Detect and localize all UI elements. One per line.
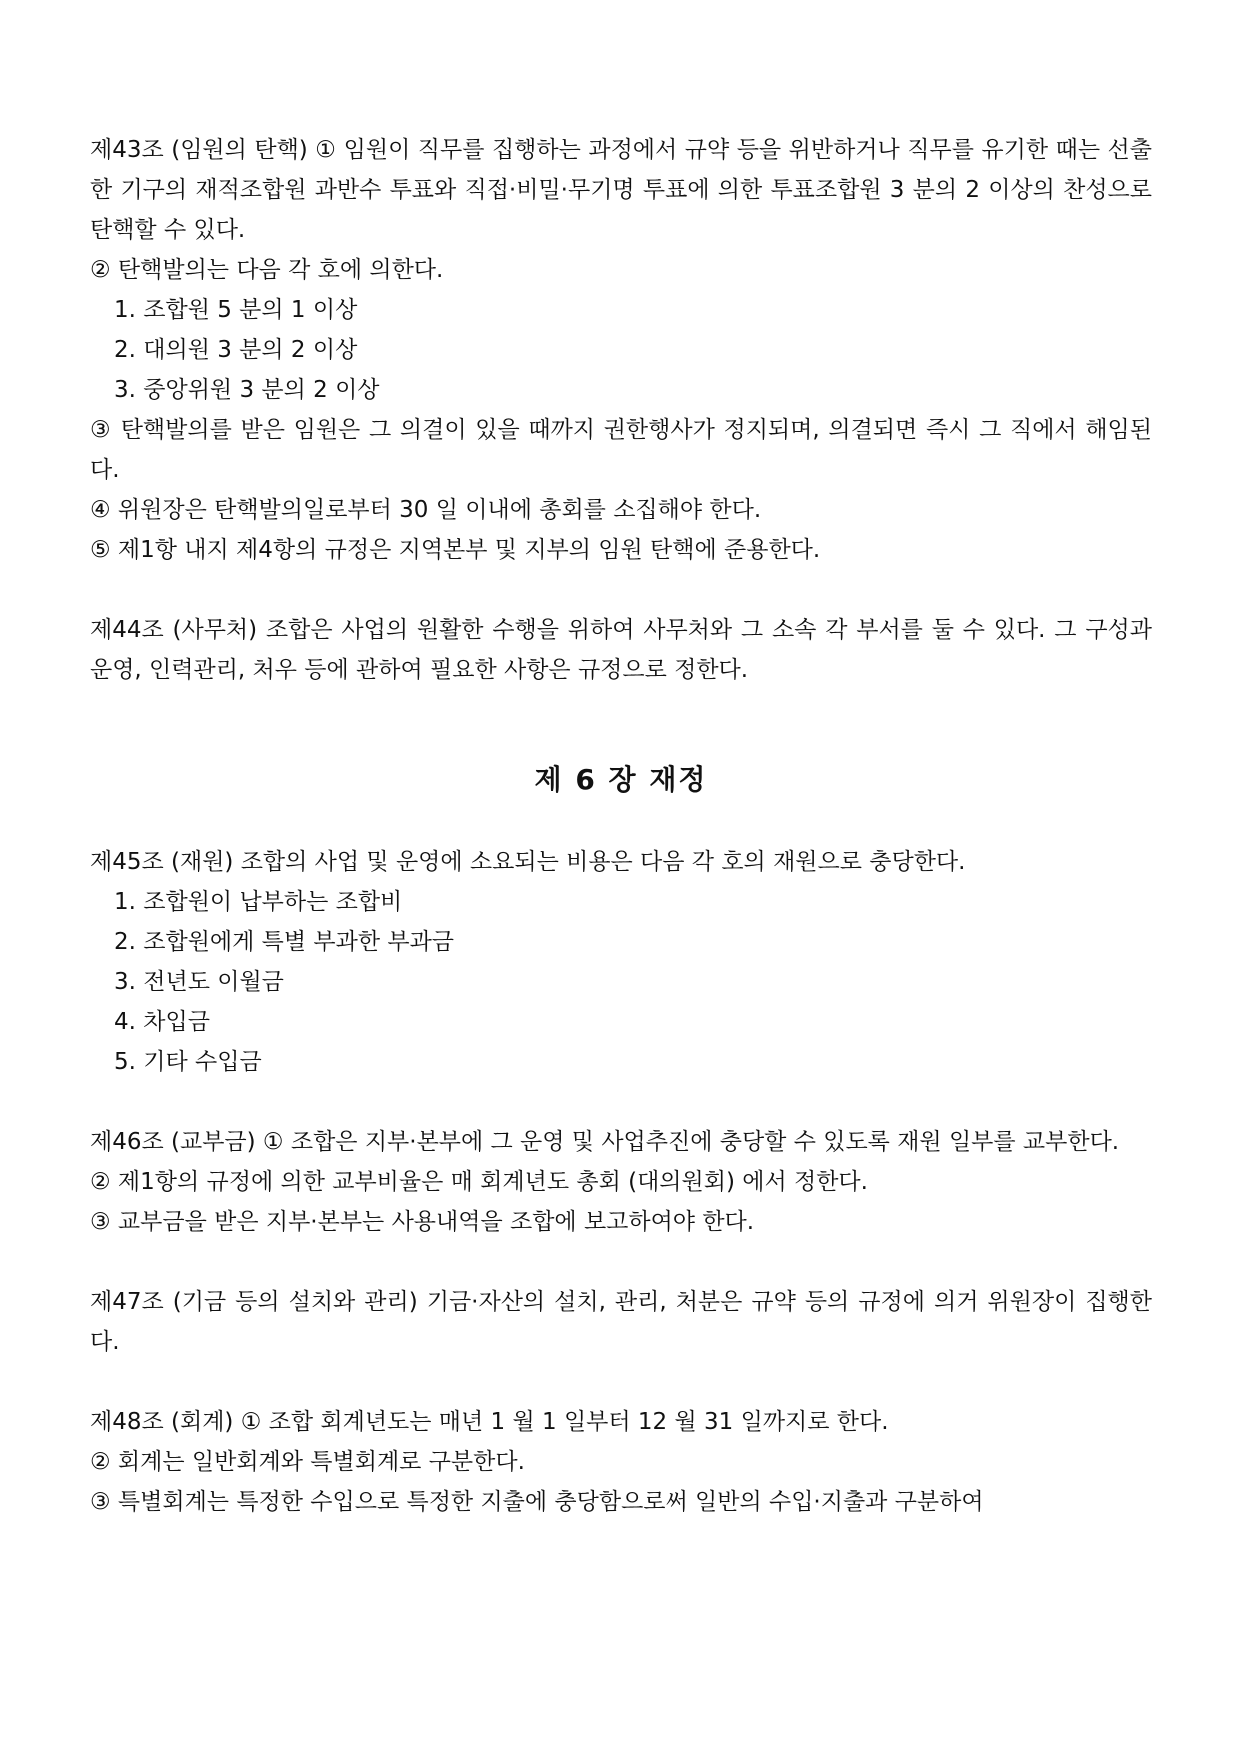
article-43-clause-4: ④ 위원장은 탄핵발의일로부터 30 일 이내에 총회를 소집해야 한다. bbox=[90, 497, 762, 523]
paragraph-gap bbox=[90, 1362, 1152, 1402]
article-44-text: 제44조 (사무처) 조합은 사업의 원활한 수행을 위하여 사무처와 그 소속 각 부서를 둘 수 있다. 그 구성과 운영, 인력관리, 처우 등에 관하여 필요한 사항은 규정으로 정한다. bbox=[90, 617, 1152, 683]
list-item: 2. 조합원에게 특별 부과한 부과금 bbox=[114, 929, 455, 955]
article-47-text: 제47조 (기금 등의 설치와 관리) 기금·자산의 설치, 관리, 처분은 규약 등의 규정에 의거 위원장이 집행한다. bbox=[90, 1289, 1152, 1355]
article-46-clause-3: ③ 교부금을 받은 지부·본부는 사용내역을 조합에 보고하여야 한다. bbox=[90, 1209, 755, 1235]
list-item: 5. 기타 수입금 bbox=[114, 1049, 262, 1075]
article-46 bbox=[90, 1122, 1152, 1242]
article-46-clause-1: 제46조 (교부금) ① 조합은 지부·본부에 그 운영 및 사업추진에 충당할 수 있도록 재원 일부를 교부한다. bbox=[90, 1129, 1120, 1155]
article-45-text: 제45조 (재원) 조합의 사업 및 운영에 소요되는 비용은 다음 각 호의 재원으로 충당한다. bbox=[90, 849, 966, 875]
document-page bbox=[90, 130, 1152, 1522]
article-43-clause-1: 제43조 (임원의 탄핵) ① 임원이 직무를 집행하는 과정에서 규약 등을 위반하거나 직무를 유기한 때는 선출한 기구의 재적조합원 과반수 투표와 직접·비밀·무기명 투표에 의한 투표조합원 3 분의 2 이상의 찬성으로 탄핵할 수 있다. bbox=[90, 137, 1152, 243]
article-48-clause-3: ③ 특별회계는 특정한 수입으로 특정한 지출에 충당함으로써 일반의 수입·지출과 구분하여 bbox=[90, 1489, 984, 1515]
article-48 bbox=[90, 1402, 1152, 1522]
article-43-clause-5: ⑤ 제1항 내지 제4항의 규정은 지역본부 및 지부의 임원 탄핵에 준용한다. bbox=[90, 537, 821, 563]
list-item: 1. 조합원 5 분의 1 이상 bbox=[114, 297, 358, 323]
article-43-clause-2: ② 탄핵발의는 다음 각 호에 의한다. bbox=[90, 257, 444, 283]
article-44 bbox=[90, 610, 1152, 690]
list-item: 1. 조합원이 납부하는 조합비 bbox=[114, 889, 403, 915]
article-48-clause-2: ② 회계는 일반회계와 특별회계로 구분한다. bbox=[90, 1449, 525, 1475]
list-item: 2. 대의원 3 분의 2 이상 bbox=[114, 337, 358, 363]
article-43-clause-3: ③ 탄핵발의를 받은 임원은 그 의결이 있을 때까지 권한행사가 정지되며, 의결되면 즉시 그 직에서 해임된다. bbox=[90, 417, 1152, 483]
list-item: 3. 전년도 이월금 bbox=[114, 969, 284, 995]
paragraph-gap bbox=[90, 1082, 1152, 1122]
article-47 bbox=[90, 1282, 1152, 1362]
article-45 bbox=[90, 842, 1152, 1082]
chapter-heading: 제 6 장 재정 bbox=[534, 763, 708, 796]
article-43 bbox=[90, 130, 1152, 570]
list-item: 3. 중앙위원 3 분의 2 이상 bbox=[114, 377, 380, 403]
paragraph-gap bbox=[90, 1242, 1152, 1282]
article-48-clause-1: 제48조 (회계) ① 조합 회계년도는 매년 1 월 1 일부터 12 월 31 일까지로 한다. bbox=[90, 1409, 889, 1435]
paragraph-gap bbox=[90, 570, 1152, 610]
list-item: 4. 차입금 bbox=[114, 1009, 210, 1035]
article-46-clause-2: ② 제1항의 규정에 의한 교부비율은 매 회계년도 총회 (대의원회) 에서 정한다. bbox=[90, 1169, 868, 1195]
